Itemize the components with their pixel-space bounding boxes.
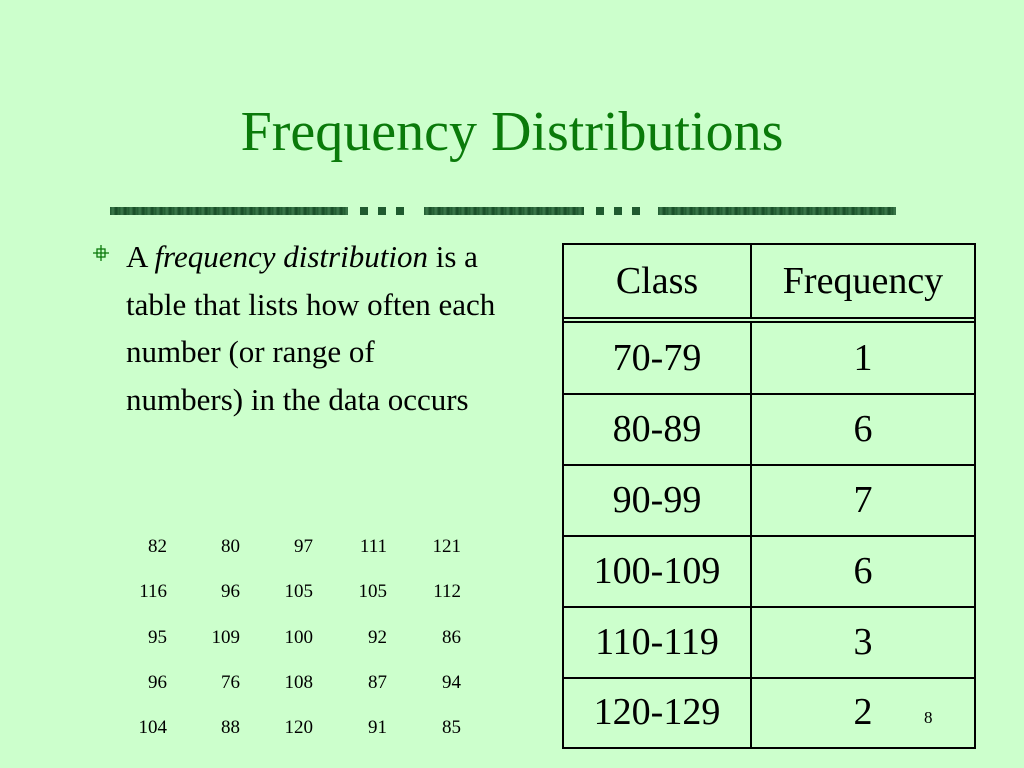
data-value: 88: [221, 717, 240, 739]
bullet-rest: is a table that lists how often each number (or range of numbers) in the data occurs: [126, 239, 496, 417]
data-value: 94: [442, 671, 461, 693]
data-value: 109: [211, 626, 240, 648]
data-value: 116: [139, 581, 167, 603]
bullet-text: [126, 233, 498, 423]
bullet-term: frequency distribution: [154, 239, 428, 274]
title-divider: [110, 204, 896, 218]
data-value: 120: [284, 717, 313, 739]
data-values-row: [120, 668, 461, 713]
data-value: 95: [148, 626, 167, 648]
divider-square: [378, 207, 386, 215]
divider-square: [614, 207, 622, 215]
data-values-grid: [120, 532, 461, 758]
data-value: 91: [368, 717, 387, 739]
table-header-row: [564, 245, 974, 319]
data-value: 112: [433, 581, 461, 603]
header-frequency: Frequency: [782, 260, 944, 302]
data-value: 100: [284, 626, 313, 648]
divider-bar: [110, 207, 348, 215]
data-value: 76: [221, 671, 240, 693]
page-number: 8: [924, 708, 933, 727]
square-crosshair-icon: [93, 245, 109, 261]
frequency-cell: 3: [853, 620, 873, 663]
divider-square: [360, 207, 368, 215]
data-value: 121: [432, 536, 461, 557]
data-value: 87: [368, 671, 387, 693]
data-value: 111: [359, 536, 387, 557]
divider-square: [596, 207, 604, 215]
divider-bar: [424, 207, 584, 215]
table-row: [564, 606, 974, 679]
class-cell: 90-99: [564, 464, 752, 535]
table-row: [564, 677, 974, 747]
data-values-row: [120, 623, 461, 668]
slide-title: Frequency Distributions: [240, 101, 784, 163]
frequency-cell: 2: [853, 691, 873, 733]
data-values-row: [120, 577, 461, 622]
frequency-cell: 6: [853, 549, 873, 592]
class-cell: 100-109: [564, 535, 752, 606]
header-class: Class: [564, 245, 752, 317]
table-row: [564, 323, 974, 395]
frequency-table: [562, 243, 976, 749]
data-value: 86: [442, 626, 461, 648]
table-row: [564, 464, 974, 537]
data-value: 105: [284, 581, 313, 603]
frequency-cell: 1: [853, 337, 873, 379]
data-value: 105: [358, 581, 387, 603]
data-value: 96: [148, 671, 167, 693]
divider-square: [396, 207, 404, 215]
bullet-lead: A: [126, 239, 155, 274]
class-cell: 80-89: [564, 393, 752, 464]
data-value: 82: [148, 536, 167, 557]
frequency-cell: 6: [853, 407, 873, 450]
class-cell: 120-129: [564, 677, 752, 747]
divider-bar: [658, 207, 896, 215]
data-value: 85: [442, 717, 461, 739]
data-value: 92: [368, 626, 387, 648]
class-cell: 110-119: [564, 606, 752, 677]
data-value: 80: [221, 536, 240, 557]
divider-square: [632, 207, 640, 215]
data-value: 96: [221, 581, 240, 603]
data-value: 104: [138, 717, 167, 739]
class-cell: 70-79: [564, 323, 752, 393]
data-values-row: [120, 713, 461, 758]
data-value: 97: [294, 536, 313, 557]
table-row: [564, 535, 974, 608]
table-row: [564, 393, 974, 466]
frequency-cell: 7: [853, 478, 873, 521]
data-values-row: [120, 532, 461, 577]
data-value: 108: [284, 671, 313, 693]
